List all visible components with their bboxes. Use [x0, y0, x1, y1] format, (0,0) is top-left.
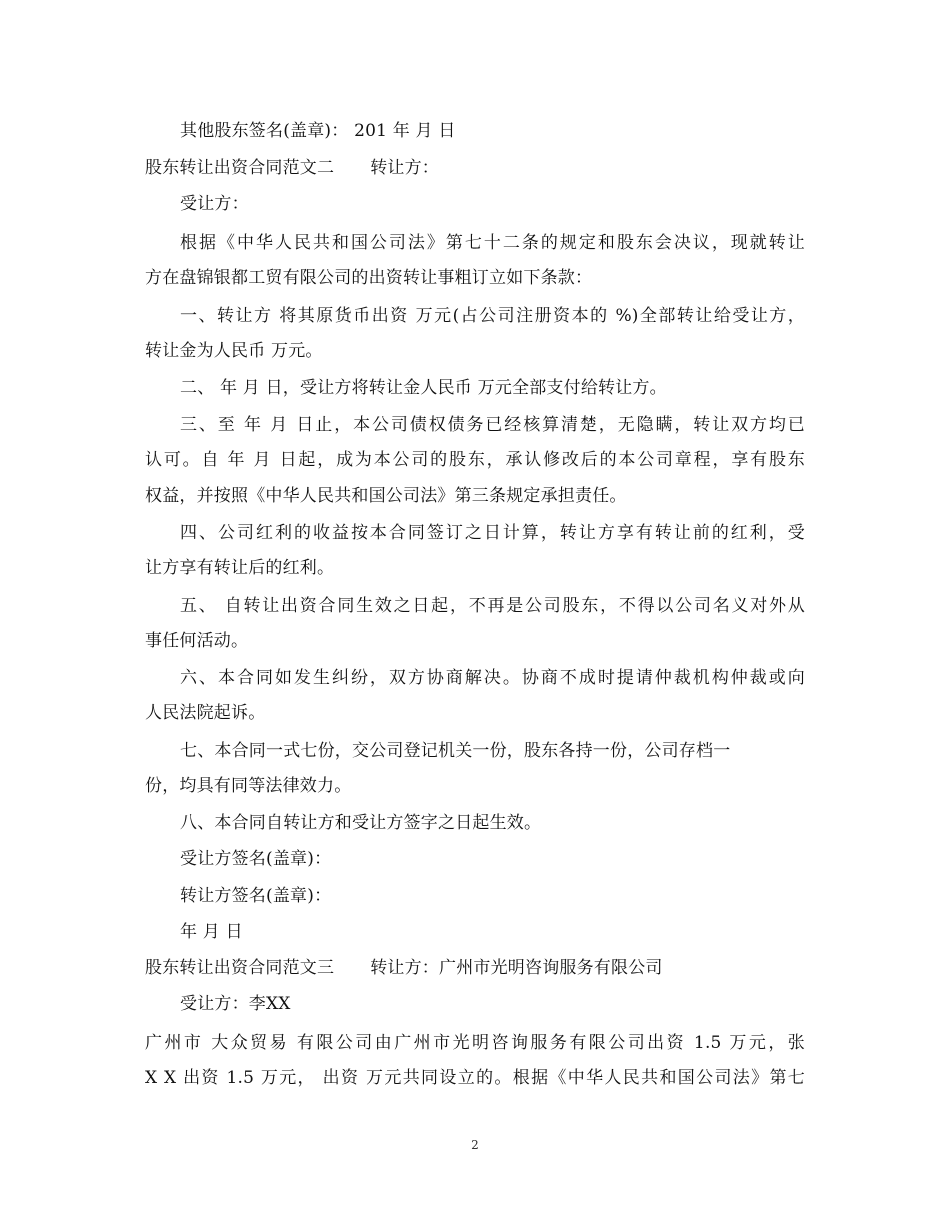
text-line: 事任何活动。 — [145, 631, 249, 651]
text-line: 二、 年 月 日，受让方将转让金人民币 万元全部支付给转让方。 — [180, 378, 667, 398]
text-line: 三、至 年 月 日止，本公司债权债务已经核算清楚，无隐瞒，转让双方均已 — [180, 415, 805, 435]
text-line: 一、转让方 将其原货币出资 万元(占公司注册资本的 %)全部转让给受让方， — [180, 306, 805, 326]
text-line: 受让方： — [180, 194, 249, 214]
text-line: 受让方：李XX — [180, 994, 291, 1014]
section-heading-line — [145, 956, 805, 980]
text-line: 份，均具有同等法律效力。 — [145, 776, 352, 796]
text-line: 方在盘锦银都工贸有限公司的出资转让事粗订立如下条款： — [145, 268, 593, 288]
section-heading-line — [145, 156, 805, 180]
text-line: 五、 自转让出资合同生效之日起，不再是公司股东，不得以公司名义对外从 — [180, 596, 805, 616]
text-line: 转让金为人民币 万元。 — [145, 341, 323, 361]
text-line: 认可。自 年 月 日起，成为本公司的股东，承认修改后的本公司章程，享有股东 — [145, 450, 805, 470]
text-line: 其他股东签名(盖章)： 201 年 月 日 — [180, 121, 456, 141]
signature-line: 受让方签名(盖章)： — [180, 849, 332, 869]
signature-line: 转让方签名(盖章)： — [180, 886, 332, 906]
text-line: 七、本合同一式七份，交公司登记机关一份，股东各持一份，公司存档一 — [180, 741, 731, 761]
text-line: 六、本合同如发生纠纷，双方协商解决。协商不成时提请仲裁机构仲裁或向 — [180, 668, 805, 688]
transferor-label: 转让方： — [370, 158, 440, 178]
transferor-label: 转让方：广州市光明咨询服务有限公司 — [370, 958, 663, 978]
text-line: X X 出资 1.5 万元， 出资 万元共同设立的。根据《中华人民共和国公司法》第七 — [145, 1068, 805, 1088]
text-line: 八、本合同自转让方和受让方签字之日起生效。 — [180, 813, 542, 833]
section-title: 股东转让出资合同范文二 — [145, 158, 335, 178]
text-line: 根据《中华人民共和国公司法》第七十二条的规定和股东会决议，现就转让 — [180, 233, 805, 253]
text-line: 权益，并按照《中华人民共和国公司法》第三条规定承担责任。 — [145, 486, 627, 506]
page-number: 2 — [471, 1138, 479, 1152]
text-line: 广州市 大众贸易 有限公司由广州市光明咨询服务有限公司出资 1.5 万元，张 — [145, 1033, 805, 1053]
date-line: 年 月 日 — [180, 922, 243, 942]
text-line: 四、公司红利的收益按本合同签订之日计算，转让方享有转让前的红利，受 — [180, 523, 805, 543]
text-line: 人民法院起诉。 — [145, 703, 266, 723]
text-line: 让方享有转让后的红利。 — [145, 558, 335, 578]
section-title: 股东转让出资合同范文三 — [145, 958, 335, 978]
